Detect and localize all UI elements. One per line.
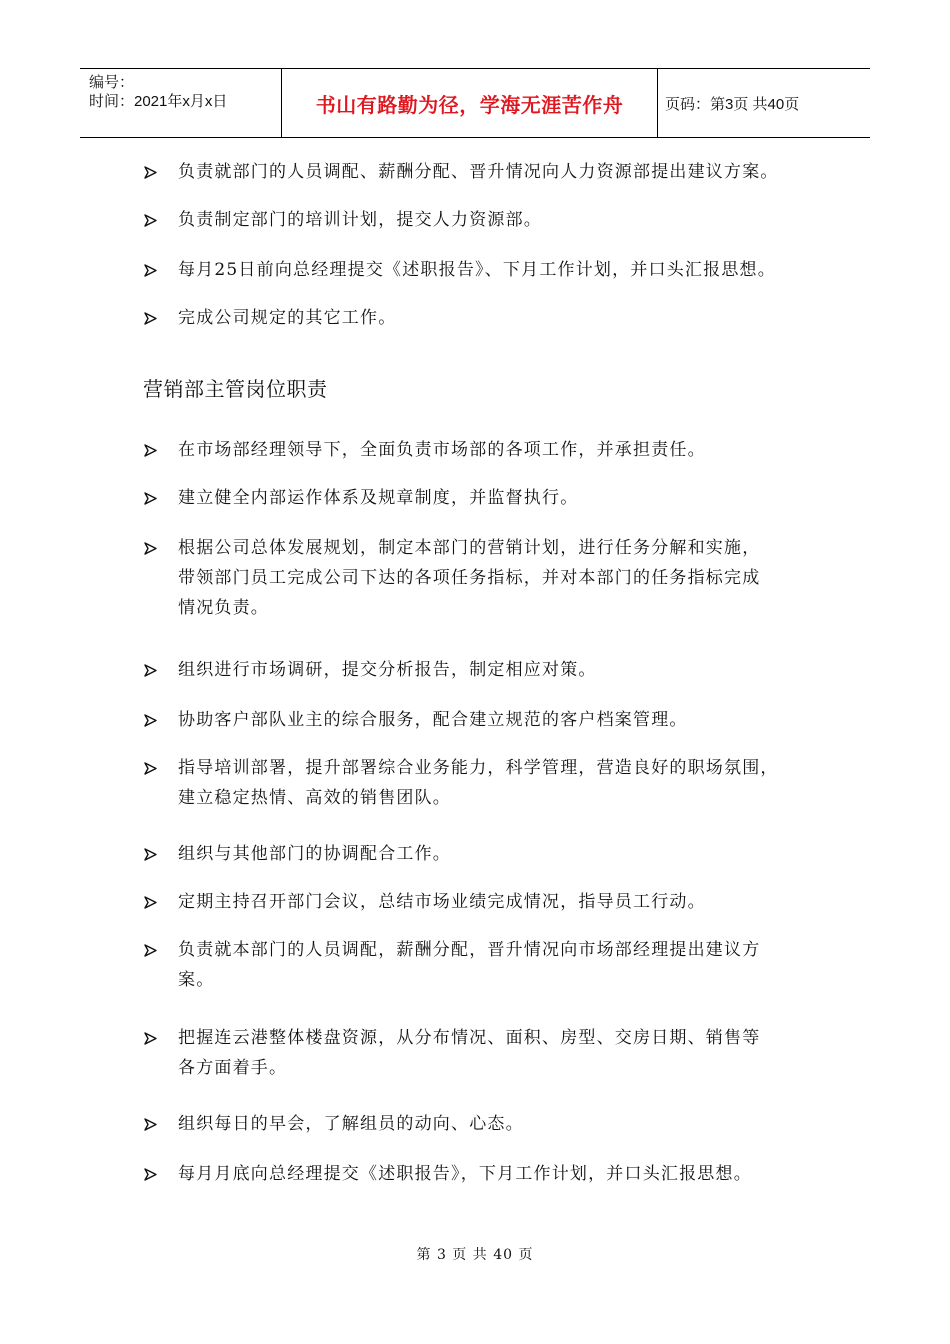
- arrow-bullet-icon: [143, 839, 159, 869]
- list-item-text: 各方面着手。: [178, 1058, 288, 1078]
- list-item-text: 每月月底向总经理提交《述职报告》，下月工作计划，并口头汇报思想。: [178, 1164, 752, 1184]
- list-item-text: 定期主持召开部门会议，总结市场业绩完成情况，指导员工行动。: [178, 892, 706, 912]
- arrow-bullet-icon: [143, 205, 159, 235]
- arrow-bullet-icon: [143, 255, 159, 285]
- arrow-bullet-icon: [143, 1023, 159, 1053]
- arrow-bullet-icon: [143, 655, 159, 685]
- header-motto-cell: [282, 69, 658, 137]
- arrow-bullet-icon: [143, 157, 159, 187]
- page-footer: 第 3 页 共 40 页: [416, 1247, 534, 1263]
- section-heading: 营销部主管岗位职责: [143, 377, 328, 401]
- list-item-text: 组织进行市场调研，提交分析报告，制定相应对策。: [178, 660, 597, 680]
- list-item-text: 完成公司规定的其它工作。: [178, 308, 397, 328]
- list-item-text: 在市场部经理领导下，全面负责市场部的各项工作，并承担责任。: [178, 440, 706, 460]
- list-item-text: 带领部门员工完成公司下达的各项任务指标，并对本部门的任务指标完成: [178, 568, 761, 588]
- arrow-bullet-icon: [143, 753, 159, 783]
- arrow-bullet-icon: [143, 533, 159, 563]
- list-item-text: 指导培训部署，提升部署综合业务能力，科学管理，营造良好的职场氛围，: [178, 758, 779, 778]
- arrow-bullet-icon: [143, 303, 159, 333]
- list-item-text: 每月25日前向总经理提交《述职报告》、下月工作计划，并口头汇报思想。: [178, 260, 776, 280]
- header-meta: [80, 69, 282, 137]
- arrow-bullet-icon: [143, 887, 159, 917]
- list-item-text: 案。: [178, 970, 215, 990]
- list-item-text: 把握连云港整体楼盘资源，从分布情况、面积、房型、交房日期、销售等: [178, 1028, 761, 1048]
- motto: 书山有路勤为径，学海无涯苦作舟: [315, 92, 624, 117]
- list-item-text: 组织每日的早会，了解组员的动向、心态。: [178, 1114, 524, 1134]
- list-item-text: 情况负责。: [178, 598, 269, 618]
- page-info: 页码：第3页 共40页: [665, 95, 800, 113]
- list-item-text: 负责制定部门的培训计划，提交人力资源部。: [178, 210, 542, 230]
- arrow-bullet-icon: [143, 705, 159, 735]
- list-item-text: 建立稳定热情、高效的销售团队。: [178, 788, 451, 808]
- arrow-bullet-icon: [143, 1109, 159, 1139]
- arrow-bullet-icon: [143, 1159, 159, 1189]
- list-item-text: 根据公司总体发展规划，制定本部门的营销计划，进行任务分解和实施，: [178, 538, 761, 558]
- document-header: [80, 68, 870, 138]
- list-item-text: 组织与其他部门的协调配合工作。: [178, 844, 451, 864]
- list-item-text: 建立健全内部运作体系及规章制度，并监督执行。: [178, 488, 579, 508]
- arrow-bullet-icon: [143, 935, 159, 965]
- number-label: 编号：: [89, 74, 135, 91]
- arrow-bullet-icon: [143, 435, 159, 465]
- list-item-text: 负责就部门的人员调配、薪酬分配、晋升情况向人力资源部提出建议方案。: [178, 162, 779, 182]
- arrow-bullet-icon: [143, 483, 159, 513]
- date-label: 时间：2021年x月x日: [89, 93, 228, 110]
- list-item-text: 负责就本部门的人员调配，薪酬分配，晋升情况向市场部经理提出建议方: [178, 940, 761, 960]
- list-item-text: 协助客户部队业主的综合服务，配合建立规范的客户档案管理。: [178, 710, 688, 730]
- header-page-cell: [658, 69, 870, 137]
